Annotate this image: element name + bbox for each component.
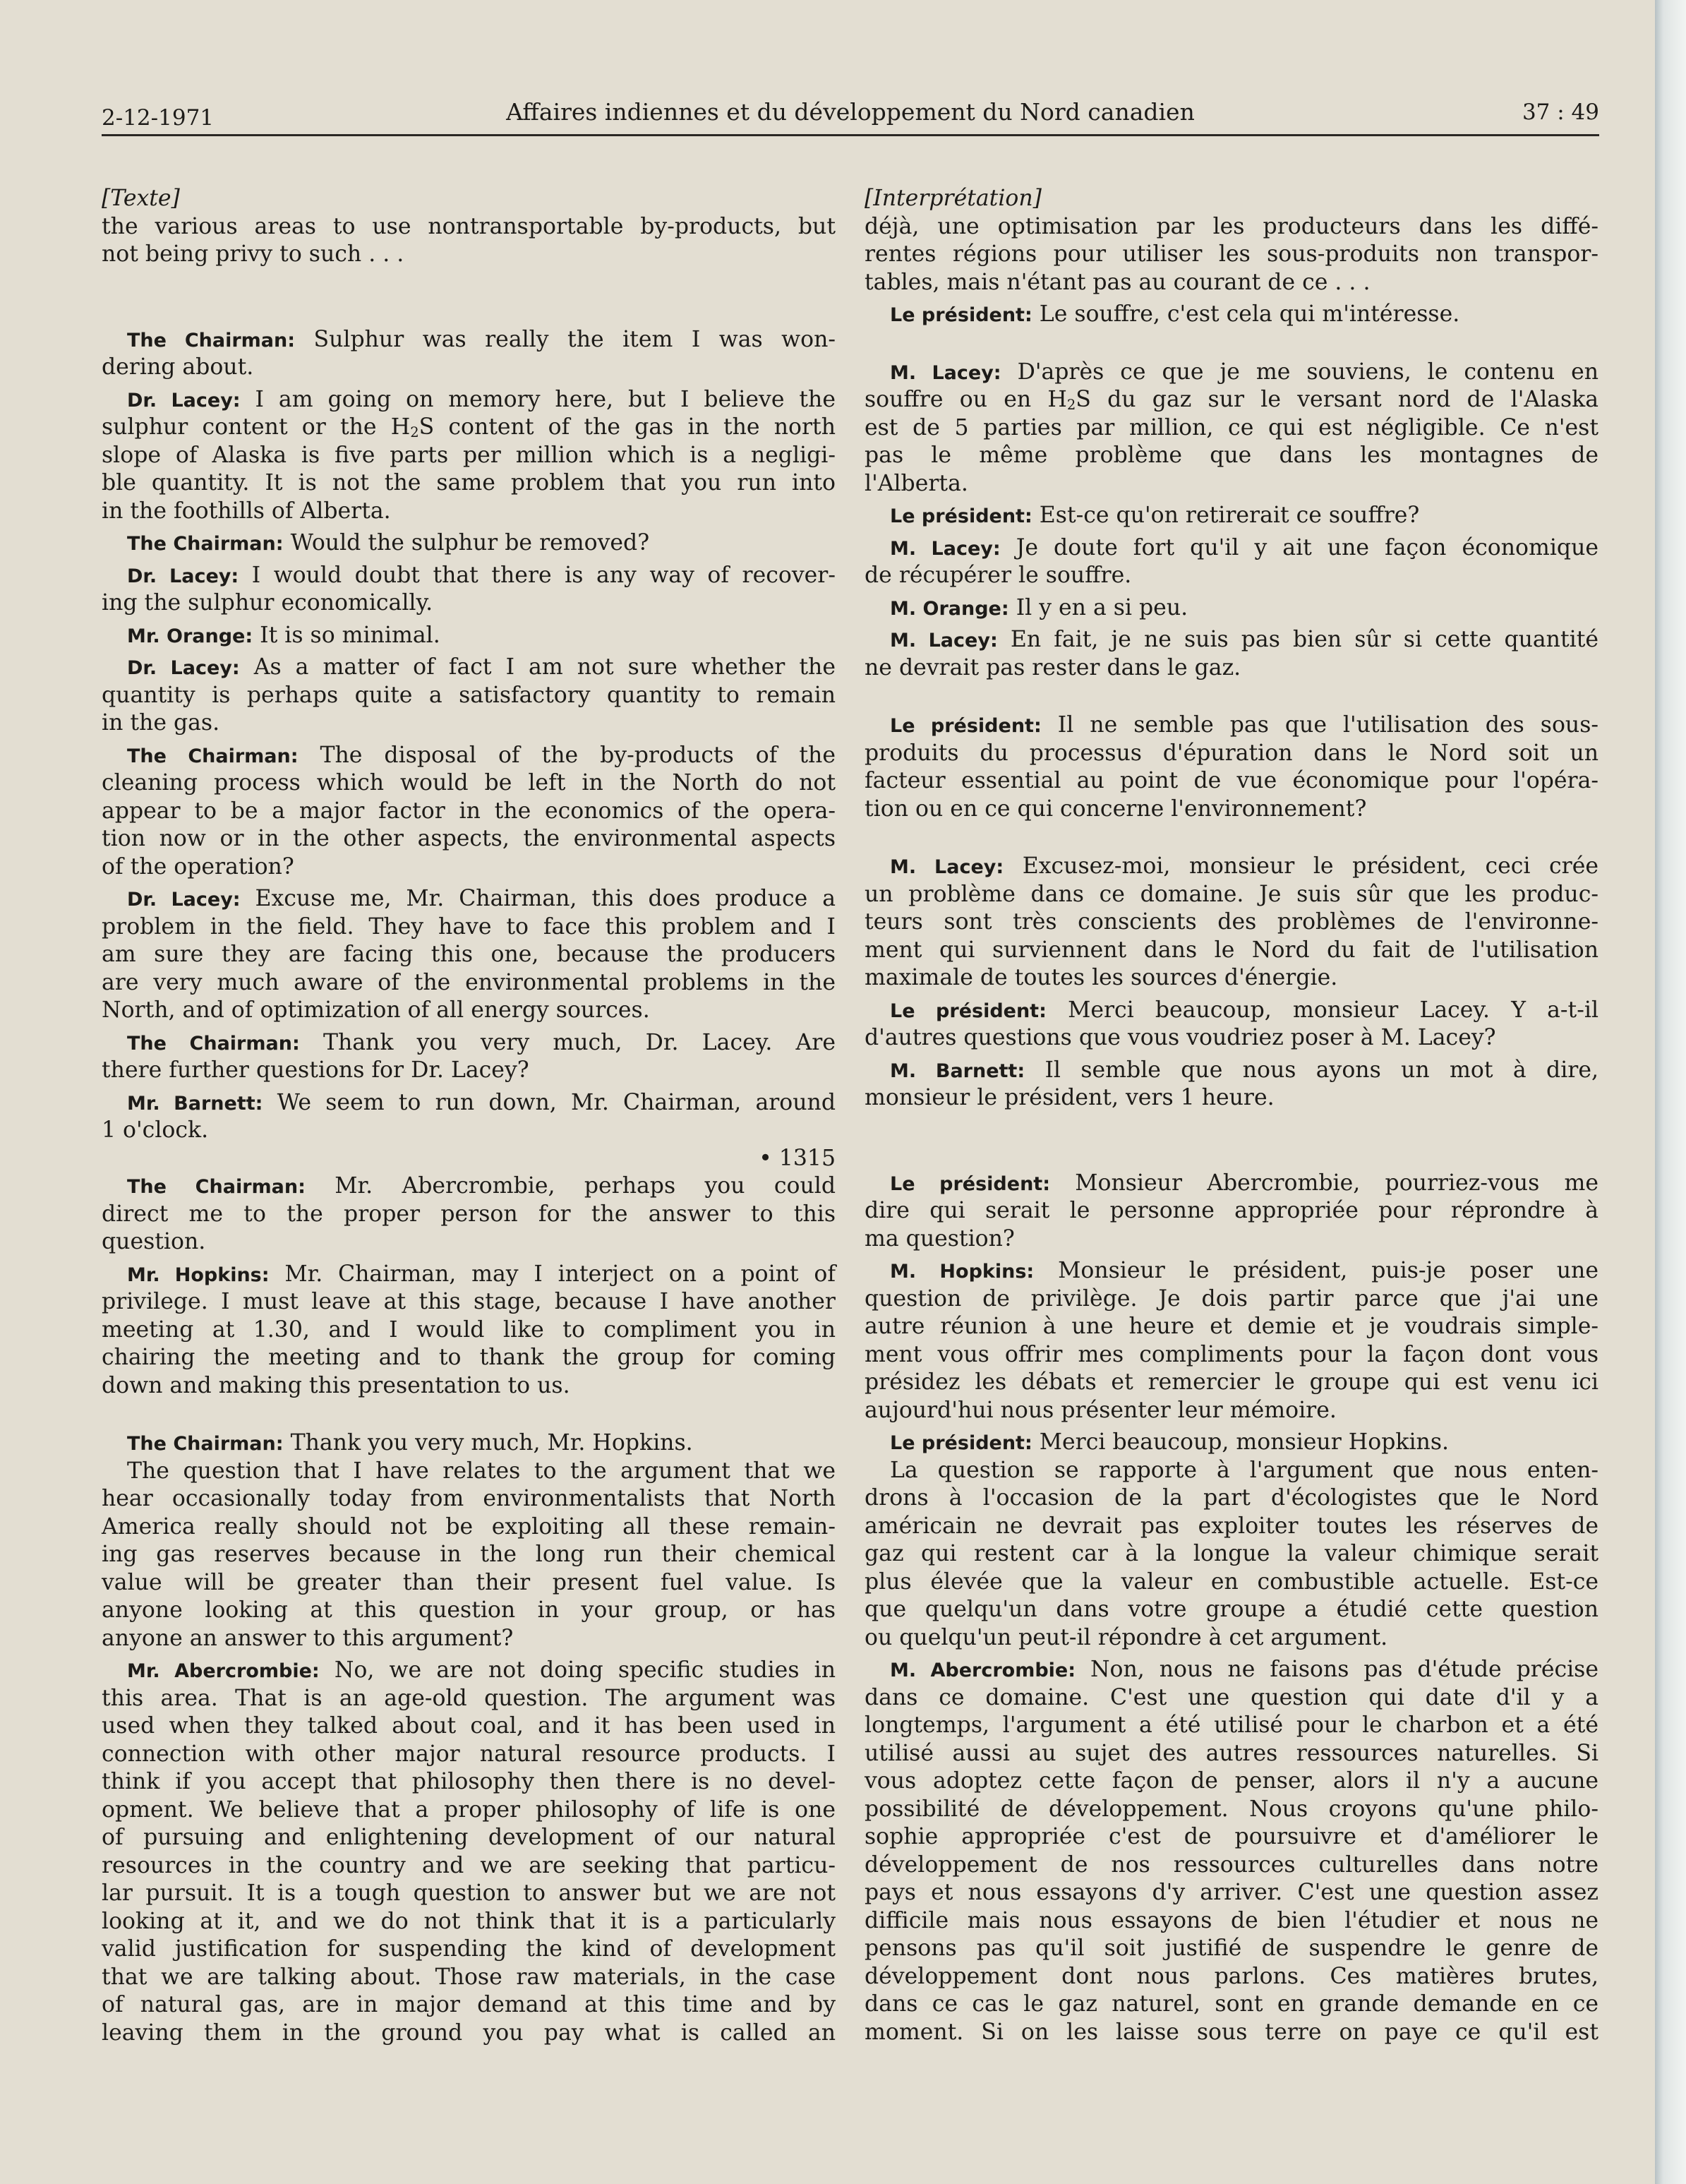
text-line: pas le même problème que dans les montagnes de <box>865 443 1598 468</box>
text-line: autre réunion à une heure et demie et je voudrais simple- <box>865 1314 1598 1339</box>
spacer <box>102 269 836 326</box>
text-line: que quelqu'un dans votre groupe a étudié cette question <box>865 1597 1598 1622</box>
speech-block <box>865 853 1598 992</box>
text-line: Mr. Barnett: We seem to run down, Mr. Chairman, around <box>127 1089 836 1115</box>
speech-block <box>865 534 1598 590</box>
text-line: looking at it, and we do not think that it is a particularly <box>102 1908 836 1934</box>
speaker-name: Mr. Barnett: <box>127 1092 263 1115</box>
text-line: pensons pas qu'il soit justifié de suspendre le genre de <box>865 1936 1598 1961</box>
speaker-name: Dr. Lacey: <box>127 889 241 911</box>
spacer <box>102 1400 836 1429</box>
speaker-name: M. Lacey: <box>890 361 1001 384</box>
text-line: lar pursuit. It is a tough question to answer but we are not <box>102 1880 836 1906</box>
text-line: développement de nos ressources culturelles dans notre <box>865 1852 1598 1878</box>
spacer <box>865 1112 1598 1170</box>
speaker-name: Mr. Abercrombie: <box>127 1660 320 1682</box>
text-line: tion now or in the other aspects, the environmental aspects <box>102 826 836 851</box>
speech-block <box>865 359 1598 498</box>
text-line: M. Orange: Il y en a si peu. <box>890 594 1188 620</box>
section-marker: [Texte] <box>102 186 180 211</box>
speaker-name: Mr. Orange: <box>127 625 253 647</box>
text-line: The Chairman: Would the sulphur be removed? <box>127 530 650 556</box>
text-line: quantity is perhaps quite a satisfactory quantity to remain <box>102 682 836 708</box>
speech-block <box>102 1657 836 2047</box>
text-line: ment qui surviennent dans le Nord du fait de l'utilisation <box>865 937 1598 963</box>
text-line: hear occasionally today from environmentalists that North <box>102 1486 836 1511</box>
text-line: chairing the meeting and to thank the group for coming <box>102 1345 836 1370</box>
text-line: tion ou en ce qui concerne l'environnement? <box>865 796 1367 822</box>
text-line: plus élevée que la valeur en combustible actuelle. Est-ce <box>865 1568 1598 1595</box>
speech-block <box>865 1170 1598 1254</box>
text-line: sulphur content or the $H_2S$ content of the gas in the north <box>102 414 836 440</box>
speaker-name: M. Abercrombie: <box>890 1660 1076 1681</box>
text-line: facteur essential au point de vue économique pour l'opéra- <box>865 768 1598 793</box>
speaker-name: The Chairman: <box>127 745 299 767</box>
text-line: down and making this presentation to us. <box>102 1372 570 1398</box>
text-line: vous adoptez cette façon de penser, alors il n'y a aucune <box>865 1768 1598 1794</box>
text-line: produits du processus d'épuration dans le Nord soit un <box>865 740 1598 766</box>
text-line: ing the sulphur economically. <box>102 590 433 616</box>
speaker-name: M. Lacey: <box>890 856 1004 878</box>
text-line: privilege. I must leave at this stage, because I have another <box>102 1289 836 1314</box>
text-line: moment. Si on les laisse sous terre on paye ce qu'il est <box>865 2019 1598 2045</box>
text-line: présidez les débats et remercier le groupe qui est venu ici <box>865 1369 1598 1395</box>
text-line: est de 5 parties par million, ce qui est négligible. Ce n'est <box>865 414 1598 440</box>
text-line: M. Lacey: Excusez-moi, monsieur le président, ceci crée <box>890 853 1599 879</box>
speech-block <box>102 386 836 526</box>
speech-block <box>865 626 1598 682</box>
speaker-name: Mr. Hopkins: <box>127 1264 270 1286</box>
text-line: The Chairman: Thank you very much, Dr. Lacey. Are <box>127 1029 836 1055</box>
text-line: M. Lacey: En fait, je ne suis pas bien sûr si cette quantité <box>890 627 1599 652</box>
text-line: meeting at 1.30, and I would like to compliment you in <box>102 1316 836 1343</box>
speech-block <box>865 1057 1598 1112</box>
speaker-name: M. Orange: <box>890 597 1009 620</box>
text-line: not being privy to such . . . <box>102 241 404 267</box>
time-marker <box>102 1145 836 1173</box>
text-line: Le président: Merci beaucoup, monsieur Hopkins. <box>890 1429 1450 1455</box>
speaker-name: Dr. Lacey: <box>127 657 240 679</box>
text-line: think if you accept that philosophy then there is no devel- <box>102 1769 836 1794</box>
text-line: resources in the country and we are seeking that particu- <box>102 1852 836 1878</box>
speaker-name: Dr. Lacey: <box>127 565 239 587</box>
speaker-name: The Chairman: <box>127 1032 300 1055</box>
speaker-name: The Chairman: <box>127 1176 306 1198</box>
text-line: Le président: Il ne semble pas que l'utilisation des sous- <box>890 712 1599 738</box>
text-line: Le président: Est-ce qu'on retirerait ce souffre? <box>890 503 1420 528</box>
text-line: value will be greater than their present fuel value. Is <box>102 1569 836 1595</box>
text-line: souffre ou en $H_2S$ du gaz sur le versant nord de l'Alaska <box>865 387 1599 413</box>
paragraph <box>102 1458 836 1653</box>
speech-block <box>102 1429 836 1458</box>
paragraph <box>865 1457 1598 1652</box>
text-line: dering about. <box>102 354 254 380</box>
paragraph <box>865 213 1598 297</box>
text-line: Dr. Lacey: I am going on memory here, but I believe the <box>127 386 836 412</box>
speech-block <box>865 997 1598 1052</box>
speaker-name: Le président: <box>890 1000 1047 1022</box>
text-line: connection with other major natural resource products. I <box>102 1741 836 1767</box>
text-line: teurs sont très conscients des problèmes de l'environne- <box>865 909 1598 935</box>
text-line: of pursuing and enlightening development of our natural <box>102 1825 836 1850</box>
text-line: America really should not be exploiting all these remain- <box>102 1513 836 1540</box>
text-line: anyone an answer to this argument? <box>102 1625 514 1651</box>
text-line: ing gas reserves because in the long run their chemical <box>102 1542 836 1567</box>
text-line: cleaning process which would be left in the North do not <box>102 770 836 796</box>
text-line: Le président: Merci beaucoup, monsieur Lacey. Y a-t-il <box>890 997 1599 1023</box>
spacer <box>865 682 1598 712</box>
speech-block <box>102 1172 836 1256</box>
text-line: The question that I have relates to the argument that we <box>127 1458 836 1484</box>
text-line: un problème dans ce domaine. Je suis sûr que les produc- <box>865 881 1598 907</box>
text-line: M. Lacey: D'après ce que je me souviens, le contenu en <box>890 359 1598 385</box>
text-line: appear to be a major factor in the economics of the opera- <box>102 798 836 824</box>
text-line: américain ne devrait pas exploiter toutes les réserves de <box>865 1513 1598 1539</box>
speech-block <box>102 529 836 558</box>
text-line: the various areas to use nontransportable by-products, but <box>102 213 836 239</box>
text-line: monsieur le président, vers 1 heure. <box>865 1085 1275 1110</box>
speaker-name: Le président: <box>890 1172 1050 1195</box>
speaker-name: M. Barnett: <box>890 1060 1025 1082</box>
text-line: ble quantity. It is not the same problem that you run into <box>102 470 836 496</box>
text-line: there further questions for Dr. Lacey? <box>102 1057 529 1083</box>
left-column-english <box>102 185 836 2047</box>
text-line: Mr. Abercrombie: No, we are not doing specific studies in <box>127 1657 836 1683</box>
spacer <box>865 329 1598 359</box>
text-line: déjà, une optimisation par les producteurs dans les diffé- <box>865 213 1598 239</box>
speech-block <box>865 594 1598 623</box>
spacer <box>865 823 1598 853</box>
speech-block <box>865 1656 1598 2046</box>
text-line: ma question? <box>865 1225 1015 1252</box>
speaker-name: M. Lacey: <box>890 537 1001 560</box>
right-column-french <box>865 185 1598 2046</box>
speech-block <box>102 1089 836 1145</box>
text-line: tables, mais n'étant pas au courant de ce . . . <box>865 269 1371 295</box>
speaker-name: Dr. Lacey: <box>127 389 241 412</box>
speaker-name: M. Lacey: <box>890 630 998 652</box>
text-line: problem in the field. They have to face this problem and I <box>102 913 836 940</box>
text-line: Mr. Hopkins: Mr. Chairman, may I interject on a point of <box>127 1261 836 1287</box>
page-edge <box>1655 0 1686 2184</box>
speech-block <box>102 1261 836 1400</box>
section-marker: [Interprétation] <box>865 186 1042 211</box>
header-title: Affaires indiennes et du développement du Nord canadien <box>506 98 1195 126</box>
text-line: développement dont nous parlons. Ces matières brutes, <box>865 1963 1598 1989</box>
speaker-name: Le président: <box>890 1432 1032 1454</box>
speech-block <box>102 1029 836 1085</box>
text-line: difficile mais nous essayons de bien l'étudier et nous ne <box>865 1907 1598 1933</box>
text-line: Dr. Lacey: Excuse me, Mr. Chairman, this does produce a <box>127 886 836 911</box>
speech-block <box>102 562 836 618</box>
text-line: question de privilège. Je dois partir parce que j'ai une <box>865 1285 1598 1312</box>
text-line: dans ce cas le gaz naturel, sont en grande demande en ce <box>865 1991 1598 2017</box>
text-line: this area. That is an age-old question. The argument was <box>102 1685 836 1711</box>
speaker-name: The Chairman: <box>127 329 296 352</box>
text-line: Dr. Lacey: I would doubt that there is any way of recover- <box>127 562 836 588</box>
text-line: of natural gas, are in major demand at this time and by <box>102 1992 836 2017</box>
text-line: dans ce domaine. C'est une question qui date d'il y a <box>865 1684 1598 1710</box>
speaker-name: The Chairman: <box>127 533 284 555</box>
text-line: pays et nous essayons d'y arriver. C'est une question assez <box>865 1880 1598 1905</box>
speech-block <box>102 622 836 650</box>
text-line: that we are talking about. Those raw materials, in the case <box>102 1964 836 1990</box>
speaker-name: Le président: <box>890 715 1042 737</box>
text-line: M. Lacey: Je doute fort qu'il y ait une façon économique <box>890 534 1598 560</box>
speaker-name: Le président: <box>890 304 1032 326</box>
text-line: opment. We believe that a proper philosophy of life is one <box>102 1796 836 1823</box>
text-line: 1 o'clock. <box>102 1117 209 1143</box>
text-line: sophie appropriée c'est de poursuivre et d'améliorer le <box>865 1824 1598 1849</box>
text-line: leaving them in the ground you pay what is called an <box>102 2020 836 2046</box>
text-line: direct me to the proper person for the answer to this <box>102 1201 836 1227</box>
speech-block <box>865 1257 1598 1424</box>
text-line: d'autres questions que vous voudriez poser à M. Lacey? <box>865 1025 1496 1050</box>
running-head <box>102 97 1599 136</box>
speech-block <box>102 885 836 1025</box>
paragraph <box>102 213 836 269</box>
text-line: ou quelqu'un peut-il répondre à cet argument. <box>865 1624 1388 1650</box>
text-line: Le président: Le souffre, c'est cela qui m'intéresse. <box>890 301 1460 327</box>
speaker-name: The Chairman: <box>127 1433 284 1455</box>
speech-block <box>865 301 1598 329</box>
text-line: aujourd'hui nous présenter leur mémoire. <box>865 1397 1337 1423</box>
text-line: l'Alberta. <box>865 470 968 496</box>
text-line: M. Hopkins: Monsieur le président, puis-je poser une <box>890 1258 1598 1283</box>
speech-block <box>865 502 1598 530</box>
text-line: are very much aware of the environmental problems in the <box>102 969 836 995</box>
text-line: maximale de toutes les sources d'énergie. <box>865 965 1338 990</box>
text-line: M. Abercrombie: Non, nous ne faisons pas d'étude précise <box>890 1657 1598 1682</box>
text-line: dire qui serait le personne appropriée pour réprondre à <box>865 1198 1598 1223</box>
text-line: possibilité de développement. Nous croyons qu'une philo- <box>865 1796 1598 1822</box>
text-line: in the gas. <box>102 710 220 736</box>
text-line: valid justification for suspending the kind of development <box>102 1936 836 1962</box>
text-line: ment vous offrir mes compliments pour la façon dont vous <box>865 1341 1598 1367</box>
speech-block <box>865 1429 1598 1457</box>
speech-block <box>865 712 1598 823</box>
text-line: de récupérer le souffre. <box>865 563 1132 588</box>
text-line: utilisé aussi au sujet des autres ressources naturelles. Si <box>865 1740 1598 1766</box>
text-line: in the foothills of Alberta. <box>102 498 391 524</box>
text-line: of the operation? <box>102 853 294 880</box>
text-line: used when they talked about coal, and it has been used in <box>102 1713 836 1739</box>
page-number: 37 : 49 <box>1522 100 1599 125</box>
text-line: anyone looking at this question in your group, or has <box>102 1597 836 1623</box>
speaker-name: M. Hopkins: <box>890 1261 1035 1283</box>
text-line: M. Barnett: Il semble que nous ayons un mot à dire, <box>890 1057 1598 1083</box>
text-line: rentes régions pour utiliser les sous-produits non transpor- <box>865 241 1598 267</box>
text-line: ne devrait pas rester dans le gaz. <box>865 654 1241 680</box>
text-line: am sure they are facing this one, because the producers <box>102 942 836 967</box>
header-date: 2-12-1971 <box>102 105 215 131</box>
text-line: Mr. Orange: It is so minimal. <box>127 622 440 648</box>
speech-block <box>102 654 836 738</box>
text-line: The Chairman: The disposal of the by-products of the <box>127 742 836 768</box>
speech-block <box>102 326 836 382</box>
text-line: question. <box>102 1229 206 1254</box>
text-line: Le président: Monsieur Abercrombie, pourriez-vous me <box>890 1170 1599 1196</box>
speech-block <box>102 742 836 882</box>
text-line: slope of Alaska is five parts per million which is a negligi- <box>102 442 836 468</box>
speaker-name: Le président: <box>890 505 1032 527</box>
text-line: Dr. Lacey: As a matter of fact I am not sure whether the <box>127 654 836 680</box>
text-line: La question se rapporte à l'argument que nous enten- <box>890 1457 1598 1483</box>
text-line: gaz qui restent car à la longue la valeur chimique serait <box>865 1541 1598 1566</box>
text-line: The Chairman: Thank you very much, Mr. Hopkins. <box>127 1430 693 1456</box>
text-line: longtemps, l'argument a été utilisé pour le charbon et a été <box>865 1712 1598 1738</box>
text-line: drons à l'occasion de la part d'écologistes que le Nord <box>865 1485 1598 1511</box>
text-line: The Chairman: Sulphur was really the item I was won- <box>127 326 836 352</box>
time-marker-text: • 1315 <box>759 1145 836 1171</box>
text-line: The Chairman: Mr. Abercrombie, perhaps you could <box>127 1173 836 1199</box>
text-line: North, and of optimization of all energy sources. <box>102 997 650 1023</box>
